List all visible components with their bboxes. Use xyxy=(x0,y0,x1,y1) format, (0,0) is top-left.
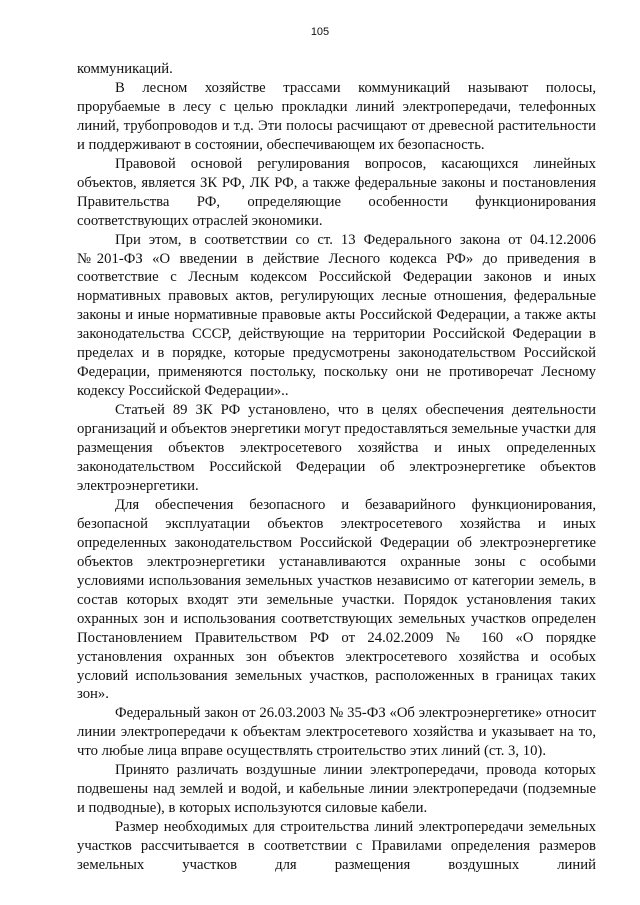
paragraph-line-types: Принято различать воздушные линии электропередачи, провода которых подвешены над землей и водой, и кабельные линии электропередачи (подземные и подводные), в которых используются силовые кабели. xyxy=(77,762,596,817)
paragraph-protection-zones: Для обеспечения безопасного и безаварийного функционирования, безопасной эксплуатации объектов электросетевого хозяйства и иных определенных законодательством Российской Федерации об электроэнергетике объектов электроэнергетики устанавливаются охранные зоны с особыми условиями использования земельных участков независимо от категории земель, в состав которых входят эти земельные участки. Порядок установления таких охранных зон и использования соответствующих земельных участков определен Постановлением Правительством РФ от 24.02.2009 № 160 «О порядке установления охранных зон объектов электросетевого хозяйства и особых условий использования земельных участков, расположенных в границах таких зон». xyxy=(77,496,596,703)
paragraph-continuation: коммуникаций. xyxy=(77,61,173,77)
paragraph-federal-law-35: Федеральный закон от 26.03.2003 № 35-ФЗ «Об электроэнергетике» относит линии электропередачи к объектам электросетевого хозяйства и указывает на то, что любые лица вправе осуществлять строительство этих линий (ст. 3, 10). xyxy=(77,705,596,760)
document-body xyxy=(77,60,596,875)
paragraph-legal-basis: Правовой основой регулирования вопросов, касающихся линейных объектов, является ЗК РФ, ЛК РФ, а также федеральные законы и постановления Правительства РФ, определяющие особенности функционирования соответствующих отраслей экономики. xyxy=(77,155,596,229)
paragraph-federal-law-201: При этом, в соответствии со ст. 13 Федерального закона от 04.12.2006 №201-ФЗ «О введении в действие Лесного кодекса РФ» до приведения в соответствие с Лесным кодексом Российской Федерации законов и иных нормативных правовых актов, регулирующих лесные отношения, федеральные законы и иные нормативные правовые акты Российской Федерации, а также акты законодательства СССР, действующие на территории Российской Федерации в пределах и в порядке, которые предусмотрены законодательством Российской Федерации, применяются постольку, поскольку они не противоречат Лесному кодексу Российской Федерации».. xyxy=(77,231,596,400)
page-number: 105 xyxy=(310,26,330,38)
paragraph-forest-communications: В лесном хозяйстве трассами коммуникаций называют полосы, прорубаемые в лесу с целью прокладки линий электропередачи, телефонных линий, трубопроводов и т.д. Эти полосы расчищают от древесной растительности и поддерживают в состоянии, обеспечивающем их безопасность. xyxy=(77,79,596,153)
paragraph-article-89: Статьей 89 ЗК РФ установлено, что в целях обеспечения деятельности организаций и объектов энергетики могут предоставляться земельные участки для размещения объектов электросетевого хозяйства и иных определенных законодательством Российской Федерации об электроэнергетике объектов электроэнергетики. xyxy=(77,402,596,494)
paragraph-land-size: Размер необходимых для строительства линий электропередачи земельных участков рассчитывается в соответствии с Правилами определения размеров земельных участков для размещения воздушных линий xyxy=(77,819,596,874)
